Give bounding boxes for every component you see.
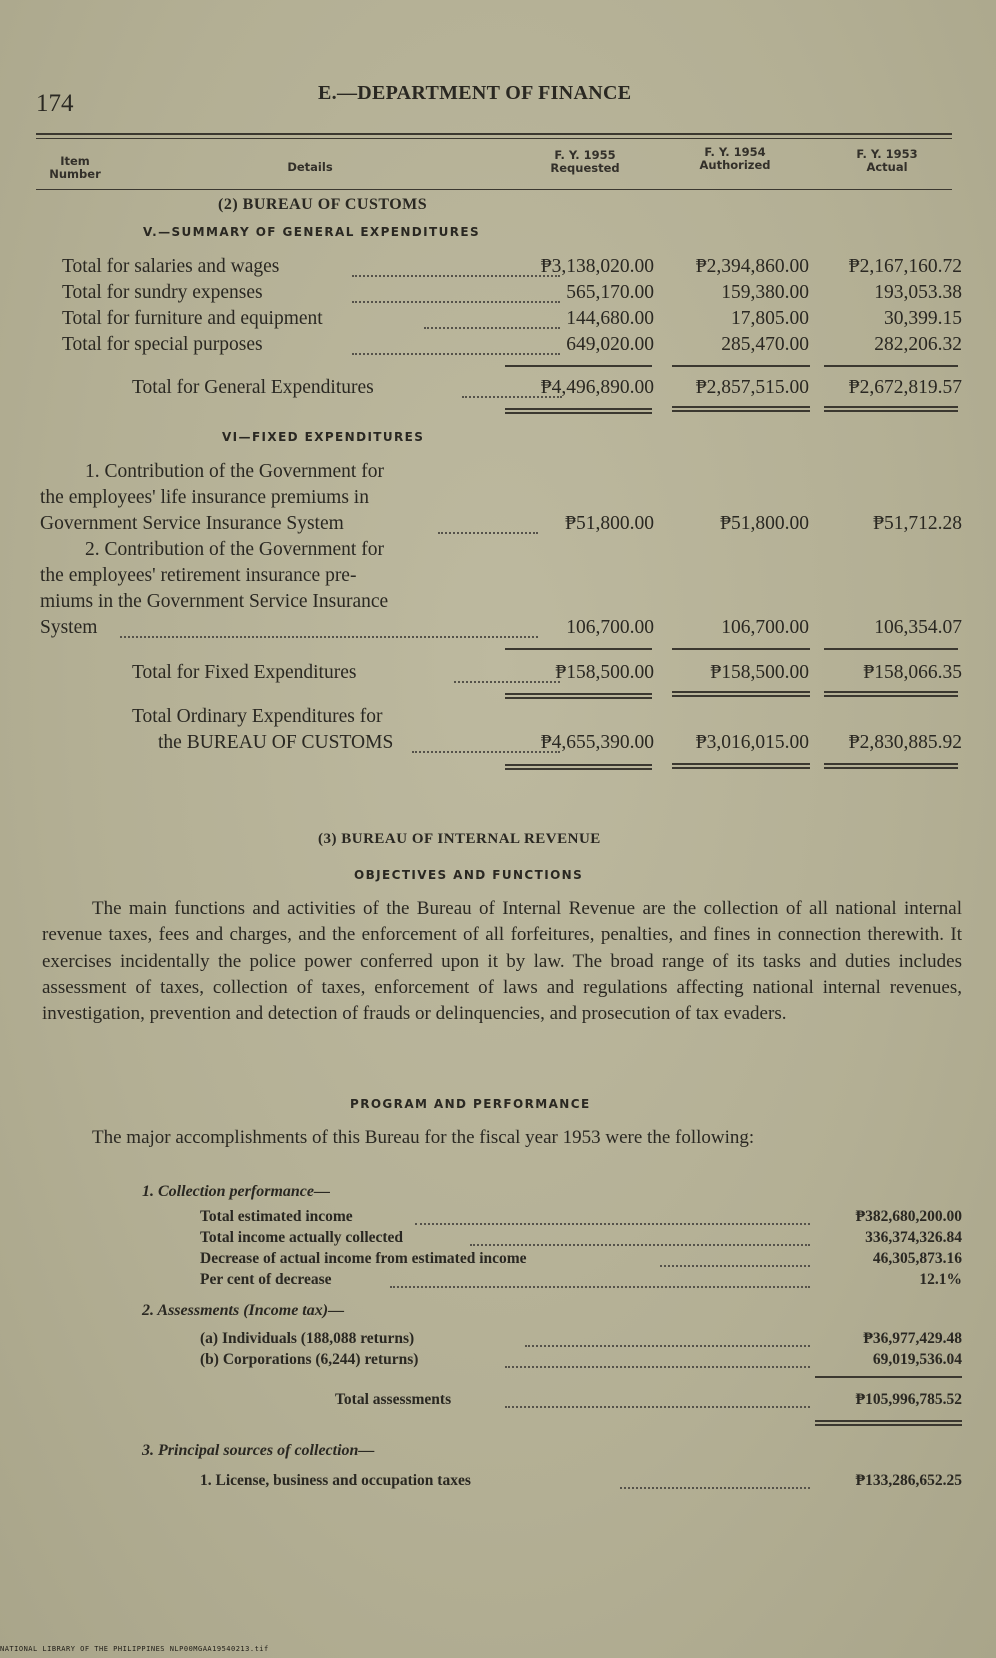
page-number: 174	[36, 90, 74, 117]
dot-leader	[470, 1244, 810, 1246]
column-header-fy1954: F. Y. 1954 Authorized	[699, 145, 771, 172]
source-row-license: 1. License, business and occupation taxes ₱133,286,652.25	[200, 1472, 962, 1489]
summary-row-sundry: Total for sundry expenses 565,170.00 159,380.00 193,053.38	[62, 282, 962, 303]
collection-row-estimated: Total estimated income ₱382,680,200.00	[200, 1208, 962, 1225]
assessments-heading: 2. Assessments (Income tax)—	[142, 1302, 345, 1319]
double-rule	[672, 691, 810, 693]
objectives-subtitle: OBJECTIVES AND FUNCTIONS	[354, 868, 584, 882]
dot-leader	[454, 681, 560, 683]
subtotal-rule	[824, 648, 958, 650]
double-rule	[815, 1424, 962, 1426]
column-header-fy1953: F. Y. 1953 Actual	[856, 147, 918, 174]
dot-leader	[415, 1223, 810, 1225]
dot-leader	[660, 1265, 810, 1267]
summary-row-salaries: Total for salaries and wages ₱3,138,020.00 ₱2,394,860.00 ₱2,167,160.72	[62, 256, 962, 277]
column-header-details: Details	[287, 160, 333, 174]
general-expenditures-total: Total for General Expenditures ₱4,496,890.00 ₱2,857,515.00 ₱2,672,819.57	[132, 377, 962, 398]
double-rule	[505, 697, 652, 699]
summary-subtitle: V.—SUMMARY OF GENERAL EXPENDITURES	[143, 225, 481, 239]
collection-row-percent: Per cent of decrease 12.1%	[200, 1271, 962, 1288]
program-subtitle: PROGRAM AND PERFORMANCE	[350, 1097, 591, 1111]
fixed-item1-line2: the employees' life insurance premiums in	[40, 487, 369, 508]
assessment-row-individuals: (a) Individuals (188,088 returns) ₱36,977,429.48	[200, 1330, 962, 1347]
dot-leader	[525, 1345, 810, 1347]
sources-heading: 3. Principal sources of collection—	[142, 1442, 375, 1459]
subtotal-rule	[672, 365, 810, 367]
dot-leader	[412, 751, 560, 753]
subtotal-rule	[815, 1376, 962, 1378]
dot-leader	[438, 532, 538, 534]
column-header-fy1955: F. Y. 1955 Requested	[550, 148, 620, 175]
dot-leader	[352, 353, 560, 355]
fixed-item2-line3: miums in the Government Service Insurance	[40, 591, 389, 612]
double-rule	[672, 695, 810, 697]
fixed-item2-line2: the employees' retirement insurance pre-	[40, 565, 357, 586]
double-rule	[824, 410, 958, 412]
double-rule	[505, 768, 652, 770]
dot-leader	[620, 1487, 810, 1489]
collection-row-collected: Total income actually collected 336,374,326.84	[200, 1229, 962, 1246]
bir-section-title: (3) BUREAU OF INTERNAL REVENUE	[318, 831, 601, 847]
double-rule	[815, 1420, 962, 1422]
header-rule-top2	[36, 138, 952, 139]
dot-leader	[505, 1406, 810, 1408]
fixed-item1-values: Government Service Insurance System ₱51,800.00 ₱51,800.00 ₱51,712.28	[40, 513, 962, 534]
dot-leader	[352, 275, 560, 277]
summary-row-special: Total for special purposes 649,020.00 285,470.00 282,206.32	[62, 334, 962, 355]
double-rule	[505, 693, 652, 695]
double-rule	[672, 767, 810, 769]
program-paragraph: The major accomplishments of this Bureau for the fiscal year 1953 were the following:	[92, 1127, 755, 1148]
fixed-item1-line1: 1. Contribution of the Government for	[85, 461, 384, 482]
column-header-rule	[36, 189, 952, 190]
collection-heading: 1. Collection performance—	[142, 1183, 330, 1200]
column-header-item: Item Number	[49, 154, 101, 181]
fixed-expenditures-total: Total for Fixed Expenditures ₱158,500.00 ₱158,500.00 ₱158,066.35	[132, 662, 962, 683]
double-rule	[505, 764, 652, 766]
double-rule	[824, 767, 958, 769]
fixed-item2-line1: 2. Contribution of the Government for	[85, 539, 384, 560]
subtotal-rule	[672, 648, 810, 650]
dot-leader	[390, 1286, 810, 1288]
objectives-paragraph: The main functions and activities of the Bureau of Internal Revenue are the collection of all national internal revenue taxes, fees and charges, and the enforcement of all forfeitures, penalties, and fines in connection therewith. It exercises incidentally the police power conferred upon it by law. The broad range of its tasks and duties includes assessment of taxes, collection of taxes, enforcement of laws and regulations affecting national internal revenues, investigation, prevention and detection of frauds or delinquencies, and prosecution of tax evaders.	[42, 898, 962, 1025]
archive-footer: NATIONAL LIBRARY OF THE PHILIPPINES NLP00MGAA19540213.tif	[0, 1645, 269, 1653]
customs-section-title: (2) BUREAU OF CUSTOMS	[218, 196, 428, 213]
dot-leader	[352, 301, 560, 303]
fixed-item2-values: System 106,700.00 106,700.00 106,354.07	[40, 617, 962, 638]
page-title: E.—DEPARTMENT OF FINANCE	[318, 82, 632, 104]
double-rule	[672, 406, 810, 408]
assessment-total: Total assessments ₱105,996,785.52	[335, 1391, 962, 1408]
dot-leader	[424, 327, 560, 329]
dot-leader	[120, 636, 538, 638]
double-rule	[824, 691, 958, 693]
double-rule	[505, 412, 652, 414]
double-rule	[672, 763, 810, 765]
subtotal-rule	[505, 365, 652, 367]
header-rule-top	[36, 133, 952, 135]
assessment-row-corporations: (b) Corporations (6,244) returns) 69,019,536.04	[200, 1351, 962, 1368]
double-rule	[505, 408, 652, 410]
subtotal-rule	[505, 648, 652, 650]
fixed-expenditures-subtitle: VI—FIXED EXPENDITURES	[222, 430, 425, 444]
ordinary-expenditures-total: the BUREAU OF CUSTOMS ₱4,655,390.00 ₱3,016,015.00 ₱2,830,885.92	[158, 732, 962, 753]
double-rule	[824, 763, 958, 765]
summary-row-furniture: Total for furniture and equipment 144,680.00 17,805.00 30,399.15	[62, 308, 962, 329]
ordinary-total-line1: Total Ordinary Expenditures for	[132, 706, 383, 727]
collection-row-decrease: Decrease of actual income from estimated income 46,305,873.16	[200, 1250, 962, 1267]
subtotal-rule	[824, 365, 958, 367]
double-rule	[824, 695, 958, 697]
double-rule	[824, 406, 958, 408]
dot-leader	[505, 1366, 810, 1368]
double-rule	[672, 410, 810, 412]
